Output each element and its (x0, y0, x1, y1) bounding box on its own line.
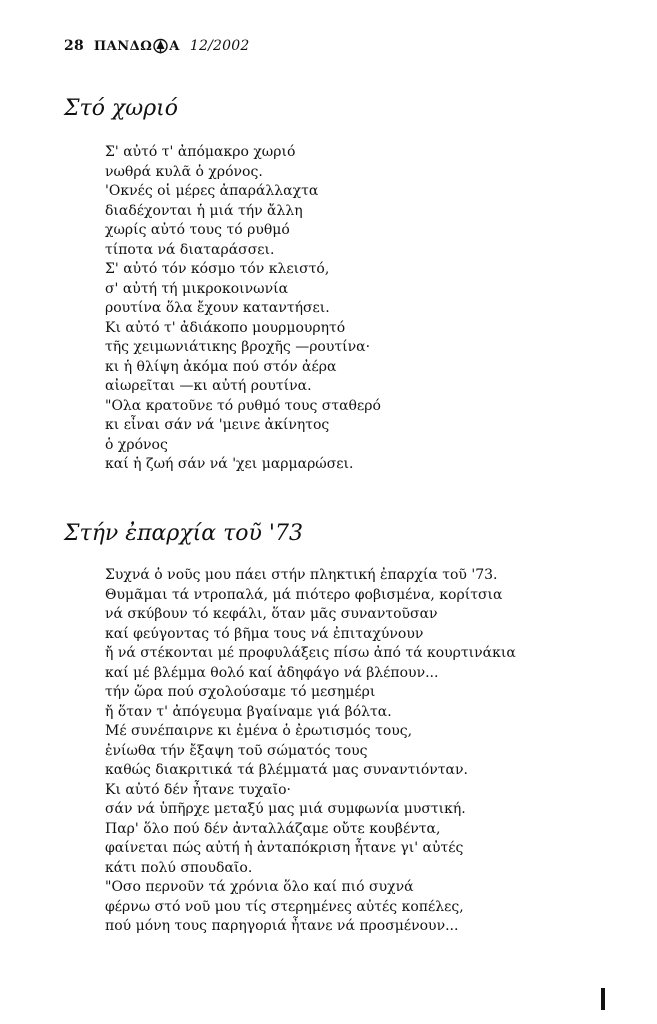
page-number: 28 (64, 38, 84, 54)
poem-line: ὁ χρόνος (105, 436, 168, 453)
poem-line: "Οσο περνοῦν τά χρόνια ὅλο καί πιό συχνά (105, 879, 414, 895)
poem-body-village (105, 143, 381, 475)
poem-line: κάτι πολύ σπουδαῖο. (105, 859, 253, 876)
running-header (64, 38, 249, 54)
poem-line: κι ἡ θλίψη ἀκόμα πού στόν ἀέρα (105, 358, 337, 375)
poem-line: διαδέχονται ἡ μιά τήν ἄλλη (105, 202, 303, 219)
poem-line: σάν νά ὑπῆρχε μεταξύ μας μιά συμφωνία μυστική. (105, 801, 466, 817)
poem-line: Παρ' ὅλο πού δέν ἀνταλλάζαμε οὔτε κουβέντα, (105, 820, 441, 837)
poem-line: ἐνίωθα τήν ἔξαψη τοῦ σώματός τους (105, 742, 368, 759)
poem-line: Συχνά ὁ νοῦς μου πάει στήν πληκτική ἐπαρχία τοῦ '73. (105, 567, 498, 583)
poem-line: πού μόνη τους παρηγοριά ἦτανε νά προσμένουν... (105, 918, 459, 934)
poem-line: Σ' αὐτό τ' ἀπόμακρο χωριό (105, 144, 296, 160)
poem-line: αἰωρεῖται —κι αὐτή ρουτίνα. (105, 378, 312, 394)
masthead-text-right: Α (169, 38, 180, 54)
poem-line: Κι αὐτό δέν ἦτανε τυχαῖο· (105, 781, 291, 798)
poem-line: καί ἡ ζωή σάν νά 'χει μαρμαρώσει. (105, 456, 354, 472)
poem-line: σ' αὐτή τή μικροκοινωνία (105, 280, 289, 297)
poem-line: "Ολα κρατοῦνε τό ρυθμό τους σταθερό (105, 397, 381, 414)
margin-mark (601, 988, 605, 1010)
poem-line: τῆς χειμωνιάτικης βροχῆς —ρουτίνα· (105, 339, 371, 355)
poem-line: ἤ ὅταν τ' ἀπόγευμα βγαίναμε γιά βόλτα. (105, 703, 392, 720)
poem-line: νά σκύβουν τό κεφάλι, ὅταν μᾶς συναντοῦσαν (105, 606, 438, 622)
poem-line: καί μέ βλέμμα θολό καί ἀδηφάγο νά βλέπουν... (105, 664, 439, 681)
poem-line: ρουτίνα ὅλα ἔχουν καταντήσει. (105, 300, 330, 316)
poem-line: φαίνεται πώς αὐτή ἡ ἀνταπόκριση ἦτανε γι' αὐτές (105, 840, 464, 856)
poem-line: φέρνω στό νοῦ μου τίς στερημένες αὐτές κοπέλες, (105, 898, 464, 915)
poem-title-village: Στό χωριό (64, 96, 179, 121)
pandora-sail-logo (153, 38, 168, 54)
poem-line: τίποτα νά διαταράσσει. (105, 241, 275, 258)
poem-line: καθώς διακριτικά τά βλέμματά μας συναντιόνταν. (105, 762, 468, 778)
poem-line: Μέ συνέπαιρνε κι ἐμένα ὁ ἐρωτισμός τους, (105, 723, 413, 739)
poem-line: τήν ὥρα πού σχολούσαμε τό μεσημέρι (105, 684, 376, 700)
poem-line: ἤ νά στέκονται μέ προφυλάξεις πίσω ἀπό τά κουρτινάκια (105, 645, 516, 661)
journal-masthead (94, 38, 180, 54)
poem-line: Κι αὐτό τ' ἀδιάκοπο μουρμουρητό (105, 319, 346, 336)
poem-body-province (105, 566, 516, 937)
poem-line: κι εἶναι σάν νά 'μεινε ἀκίνητος (105, 417, 330, 433)
poem-line: Σ' αὐτό τόν κόσμο τόν κλειστό, (105, 261, 330, 277)
poem-line: 'Οκνές οἱ μέρες ἀπαράλλαχτα (105, 183, 319, 199)
poem-line: χωρίς αὐτό τους τό ρυθμό (105, 222, 290, 238)
issue-date: 12/2002 (189, 38, 250, 54)
poem-line: Θυμᾶμαι τά ντροπαλά, μά πιότερο φοβισμένα, κορίτσια (105, 586, 503, 603)
poem-line: καί φεύγοντας τό βῆμα τους νά ἐπιταχύνουν (105, 625, 424, 642)
poem-title-province: Στήν ἐπαρχία τοῦ '73 (64, 521, 303, 546)
masthead-text-left: ΠΑΝΔΩ (93, 38, 153, 54)
poem-line: νωθρά κυλᾶ ὁ χρόνος. (105, 163, 263, 180)
